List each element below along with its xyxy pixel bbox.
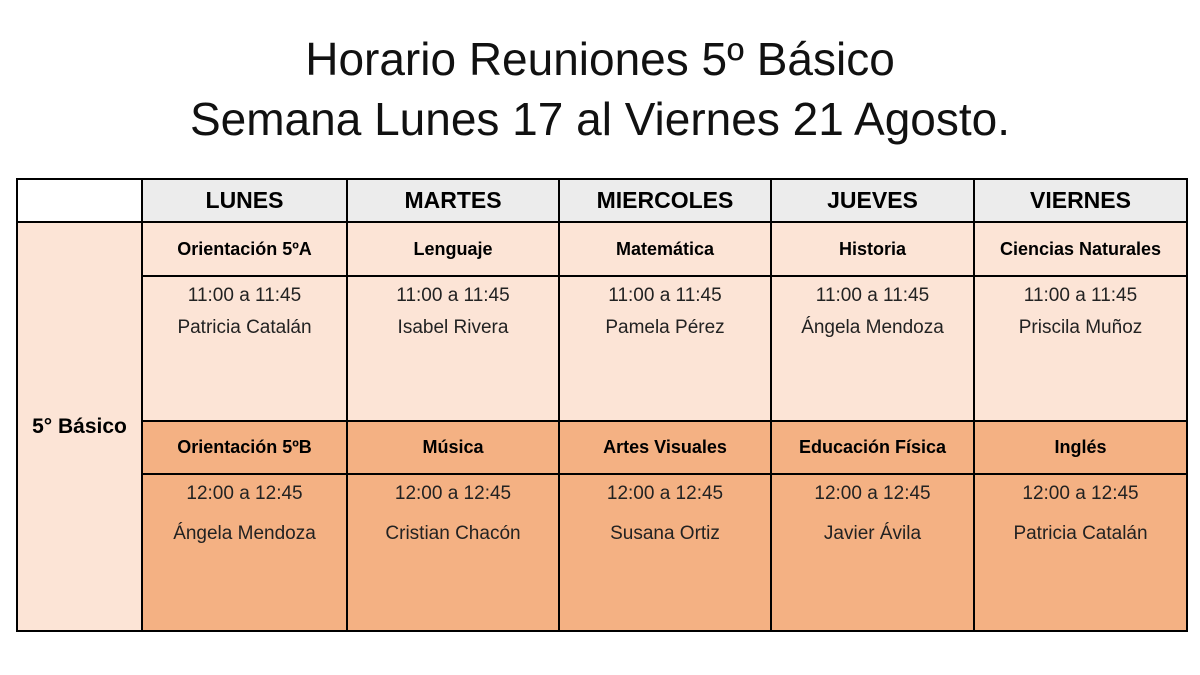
day-header-lunes: LUNES [142, 179, 347, 222]
subject-cell: Matemática [559, 222, 771, 276]
subject-cell: Lenguaje [347, 222, 559, 276]
day-header-martes: MARTES [347, 179, 559, 222]
meeting-time: 12:00 a 12:45 [394, 482, 512, 504]
meeting-info-cell [559, 474, 771, 631]
subject-cell: Ciencias Naturales [974, 222, 1187, 276]
meeting-time: 11:00 a 11:45 [815, 285, 930, 307]
slot2-subject-row [17, 421, 1187, 474]
subject-cell: Artes Visuales [559, 421, 771, 474]
meeting-info-cell [771, 474, 974, 631]
day-header-miercoles: MIERCOLES [559, 179, 771, 222]
meeting-info-cell [142, 474, 347, 631]
subject-cell: Inglés [974, 421, 1187, 474]
day-header-viernes: VIERNES [974, 179, 1187, 222]
teacher-name: Pamela Pérez [605, 317, 725, 339]
teacher-name: Patricia Catalán [177, 317, 312, 339]
meeting-time: 11:00 a 11:45 [1023, 285, 1138, 307]
day-header-jueves: JUEVES [771, 179, 974, 222]
corner-cell [17, 179, 142, 222]
meeting-time: 11:00 a 11:45 [396, 285, 510, 307]
subject-cell: Orientación 5ºA [142, 222, 347, 276]
meeting-time: 11:00 a 11:45 [187, 285, 302, 307]
meeting-time: 12:00 a 12:45 [1022, 482, 1139, 504]
teacher-name: Ángela Mendoza [801, 317, 944, 339]
teacher-name: Susana Ortiz [610, 522, 720, 544]
meeting-info-cell [347, 474, 559, 631]
meeting-time: 12:00 a 12:45 [606, 482, 724, 504]
subject-cell: Historia [771, 222, 974, 276]
meeting-time: 12:00 a 12:45 [186, 482, 303, 504]
slot2-info-row [17, 474, 1187, 631]
row-label: 5° Básico [17, 222, 142, 631]
teacher-name: Javier Ávila [823, 522, 922, 544]
teacher-name: Patricia Catalán [1013, 522, 1148, 544]
subject-cell: Orientación 5ºB [142, 421, 347, 474]
subject-cell: Educación Física [771, 421, 974, 474]
page-title-line-1: Horario Reuniones 5º Básico [305, 33, 895, 85]
meeting-info-cell [974, 474, 1187, 631]
meeting-time: 12:00 a 12:45 [814, 482, 931, 504]
meeting-time: 11:00 a 11:45 [608, 285, 722, 307]
slot1-info-row [17, 276, 1187, 420]
meeting-info-cell [974, 276, 1187, 420]
day-header-row [17, 179, 1187, 222]
subject-cell: Música [347, 421, 559, 474]
meeting-info-cell [347, 276, 559, 420]
meeting-info-cell [142, 276, 347, 420]
teacher-name: Priscila Muñoz [1018, 317, 1143, 339]
schedule-table [16, 178, 1188, 632]
teacher-name: Isabel Rivera [397, 317, 509, 339]
slot1-subject-row [17, 222, 1187, 276]
meeting-info-cell [771, 276, 974, 420]
meeting-info-cell [559, 276, 771, 420]
teacher-name: Ángela Mendoza [173, 522, 316, 544]
teacher-name: Cristian Chacón [385, 522, 521, 544]
page-title-line-2: Semana Lunes 17 al Viernes 21 Agosto. [189, 93, 1011, 145]
